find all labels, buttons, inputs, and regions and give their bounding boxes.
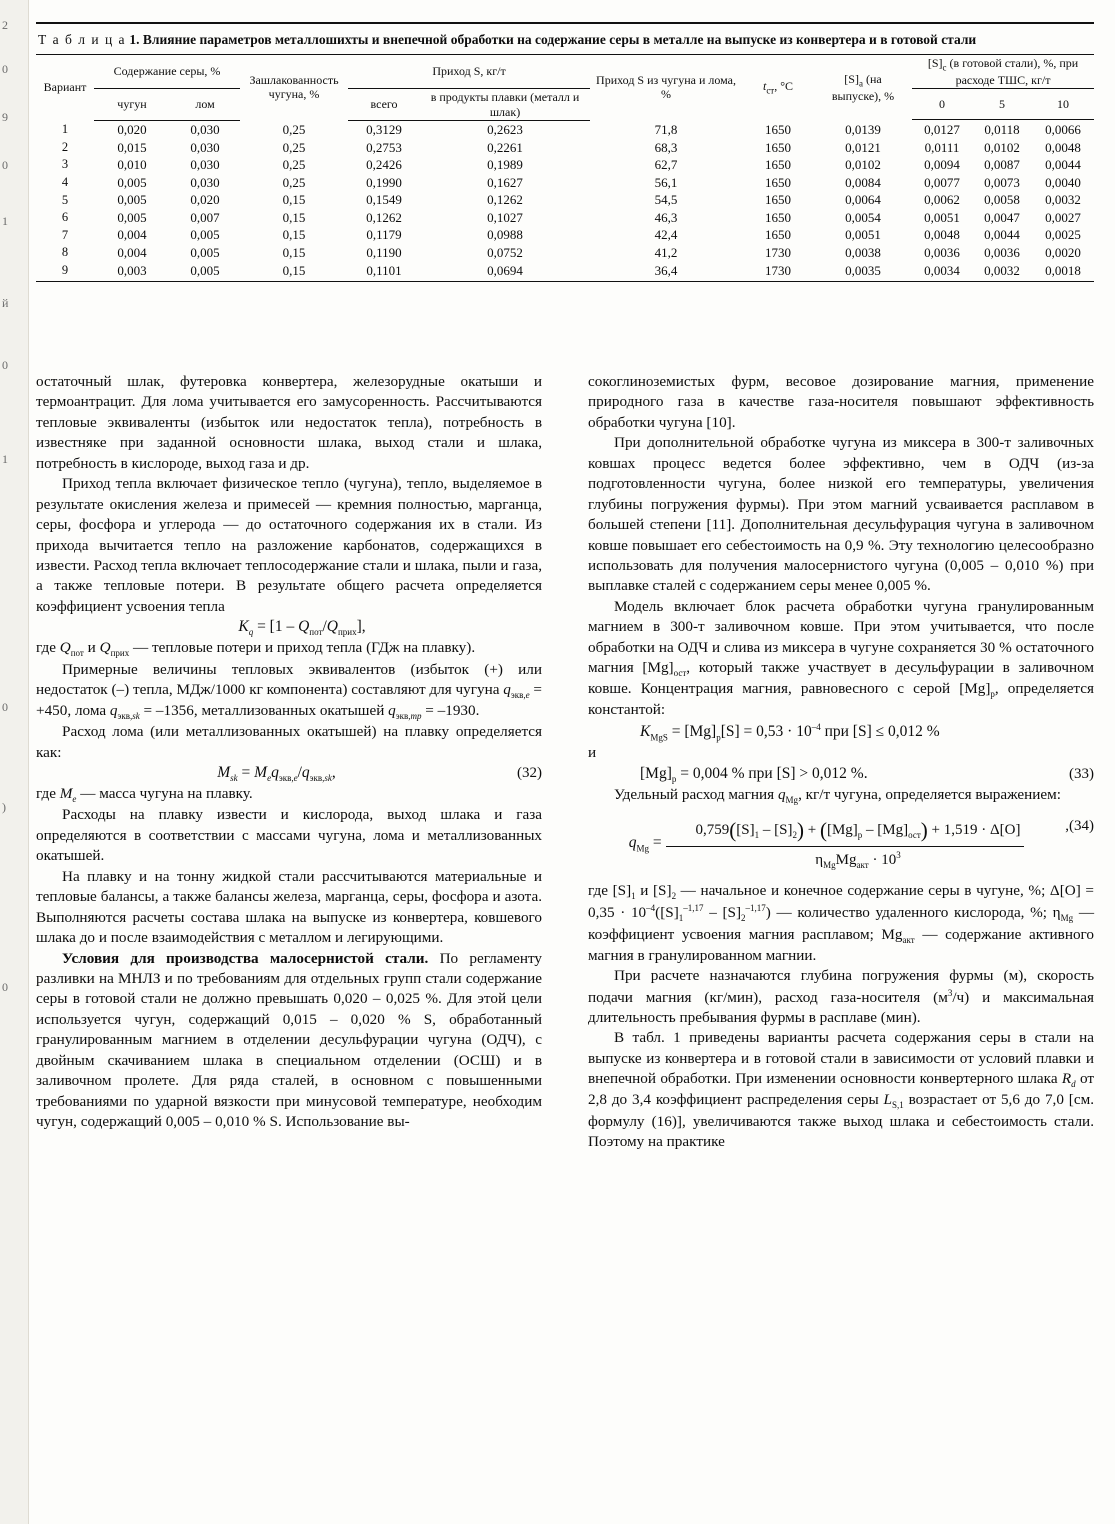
paragraph-text: По регламенту разливки на МНЛЗ и по требованиям для отдельных групп стали содержание серы в готовой стали не должно превышать 0,020 – 0,025 %. Для этой цели используется чугун, содержащий 0,015 – 0,020 % S, обработанный гранулированным магнием в отделении десульфурации чугуна (ОДЧ), с двойным скачиванием шлака в специальном отделении (ОСШ) и в заливочном пролете. Для ряда сталей, в основном с повышенными требованиями по ударной вязкости при минусовой температуре, необходим чугун, содержащий 0,005 – 0,010 % S. Использование вы-	[36, 949, 542, 1130]
paragraph: Удельный расход магния $q_{Mg}$, кг/т чугуна, определяется выражением:	[614, 785, 1061, 805]
cell-c10: 0,0020	[1045, 245, 1081, 261]
equation-number: ,(34)	[1065, 817, 1094, 834]
cell-total: 0,2753	[366, 139, 402, 155]
cell-variant: 1	[61, 121, 69, 136]
cell-total: 0,1990	[366, 174, 402, 190]
cell-variant: 6	[61, 210, 69, 225]
cell-c5: 0,0058	[984, 192, 1020, 208]
cell-pig: 0,005	[117, 192, 147, 208]
header-s-content-group: Содержание серы, %	[94, 54, 240, 89]
left-column	[36, 372, 542, 1132]
paragraph: Модель включает блок расчета обработки чугуна гранулированным магнием в 300-т заливочном ковше. При этом учитывается, что после обработки на ОДЧ и слива из миксера в чугуне сохраняется 30 % остаточного магния $[Mg]_{ост}$, который также участвует в десульфурации в заливочном ковше. Концентрация магния, равновесного с серой $[Mg]_р$, определяется константой:	[588, 597, 1095, 719]
cell-c0: 0,0051	[924, 209, 960, 225]
cell-t: 1650	[765, 139, 792, 155]
paragraph: На плавку и на тонну жидкой стали рассчитываются материальные и тепловые балансы, а также балансы железа, марганца, серы, фосфора и азота. Выполняются расчеты состава шлака на выпуске из конвертера, ковшевого шлака до и после взаимодействия с металлом и легирующими.	[36, 867, 542, 947]
cell-scrap: 0,005	[190, 245, 220, 261]
cell-c10: 0,0032	[1045, 192, 1081, 208]
cell-from-pig: 56,1	[654, 174, 678, 190]
cell-slag: 0,15	[282, 227, 306, 243]
cell-variant: 4	[61, 175, 69, 189]
cell-variant: 9	[61, 262, 69, 277]
table-row	[36, 139, 1094, 157]
edge-mark: 1	[2, 214, 8, 228]
cell-t: 1650	[765, 157, 792, 173]
edge-mark: 0	[2, 700, 8, 714]
cell-products: 0,1989	[487, 157, 523, 173]
equation-34-numerator: $0,759([S]_1 - [S]_2) + ([Mg]_р - [Mg]_{ост}) + 1,519 \cdot \Delta[O]$	[666, 816, 1025, 847]
cell-scrap: 0,030	[190, 121, 220, 137]
cell-c0: 0,0077	[924, 174, 960, 190]
conjunction: и	[588, 744, 597, 762]
cell-products: 0,2261	[487, 139, 523, 155]
cell-from-pig: 41,2	[654, 245, 678, 261]
paragraph: Примерные величины тепловых эквивалентов (избыток (+) или недостаток (–) тепла, МДж/1000 кг компонента) составляют для чугуна $q_{экв,e} = +450$, лома $q_{экв,sk} = -1356$, металлизованных окатышей $q_{экв,mp} = -1930$.	[36, 660, 542, 722]
paragraph: Расходы на плавку извести и кислорода, выход шлака и газа определяются в соответствии с массами чугуна, лома и металлизованных окатышей.	[36, 806, 542, 865]
cell-c10: 0,0044	[1045, 157, 1081, 173]
edge-mark: 0	[2, 358, 8, 372]
header-t-st: $t_{ст}$, °C	[742, 54, 814, 120]
header-s-from-pig-scrap: Приход S из чугуна и лома, %	[590, 54, 742, 120]
cell-pig: 0,004	[117, 245, 147, 261]
table-row	[36, 120, 1094, 138]
edge-mark: 0	[2, 980, 8, 994]
cell-variant: 7	[61, 227, 69, 242]
cell-t: 1730	[765, 245, 792, 261]
table-caption-number: 1.	[129, 32, 140, 47]
cell-from-pig: 68,3	[654, 139, 678, 155]
cell-products: 0,0988	[487, 227, 523, 243]
table-bottom-rule	[36, 281, 1094, 282]
cell-sa: 0,0038	[845, 245, 881, 261]
edge-mark: 1	[2, 452, 8, 466]
table-caption-lead: Т а б л и ц а	[38, 32, 127, 47]
cell-scrap: 0,005	[190, 227, 220, 243]
paragraph: где $M_e$ — масса чугуна на плавку.	[36, 785, 253, 805]
cell-total: 0,3129	[366, 121, 402, 137]
edge-mark: 9	[2, 110, 8, 124]
table-row	[36, 262, 1094, 280]
header-tsh-10: 10	[1032, 89, 1094, 120]
paragraph-conditions	[36, 949, 542, 1133]
equation-34-fraction	[666, 816, 1025, 871]
cell-products: 0,1262	[487, 192, 523, 208]
cell-c0: 0,0111	[924, 139, 960, 155]
cell-from-pig: 36,4	[654, 262, 678, 278]
cell-sa: 0,0139	[845, 121, 881, 137]
paragraph: где $[S]_1$ и $[S]_2$ — начальное и конечное содержание серы в чугуне, %; $\Delta[O] = 0,35 \cdot 10^{-4}([S]_1^{-1,17} - [S]_2^{-1,17})$ — количество удаленного кислорода, %; $\eta_{Mg}$ — коэффициент усвоения магния расплавом; $Mg_{акт}$ — содержание активного магния в гранулированном магнии.	[588, 882, 1095, 964]
edge-mark: )	[2, 800, 6, 814]
cell-slag: 0,15	[282, 209, 306, 225]
cell-slag: 0,15	[282, 262, 306, 278]
cell-pig: 0,010	[117, 157, 147, 173]
header-s-content-pig: чугун	[94, 89, 170, 121]
cell-c10: 0,0025	[1045, 227, 1081, 243]
cell-sa: 0,0084	[845, 174, 881, 190]
edge-mark: 2	[2, 18, 8, 32]
cell-sa: 0,0051	[845, 227, 881, 243]
equation-34-denominator: $\eta_{Mg}Mg_{акт} \cdot 10^3$	[815, 850, 901, 871]
cell-c0: 0,0034	[924, 262, 960, 278]
cell-c10: 0,0066	[1045, 121, 1081, 137]
table-1-block	[36, 22, 1094, 282]
cell-c0: 0,0062	[924, 192, 960, 208]
paragraph: сокоглиноземистых фурм, весовое дозирование магния, применение природного газа в качестве газа-носителя повышают эффективность обработки чугуна [10].	[588, 373, 1094, 431]
header-s-income-group: Приход S, кг/т	[348, 54, 590, 89]
cell-scrap: 0,005	[190, 262, 220, 278]
cell-sa: 0,0102	[845, 157, 881, 173]
equation-34-lhs: q	[628, 834, 637, 852]
cell-c0: 0,0094	[924, 157, 960, 173]
edge-mark: 0	[2, 62, 8, 76]
table-1	[36, 54, 1094, 280]
cell-pig: 0,020	[117, 121, 147, 137]
cell-c10: 0,0040	[1045, 174, 1081, 190]
cell-c10: 0,0027	[1045, 209, 1081, 225]
cell-c5: 0,0036	[984, 245, 1020, 261]
cell-scrap: 0,030	[190, 157, 220, 173]
cell-total: 0,1262	[366, 209, 402, 225]
cell-total: 0,1190	[366, 245, 402, 261]
cell-t: 1650	[765, 209, 792, 225]
cell-c5: 0,0047	[984, 209, 1020, 225]
cell-c5: 0,0102	[984, 139, 1020, 155]
paragraph: При расчете назначаются глубина погружения фурмы (м), скорость подачи магния (кг/мин), расход газа-носителя $(м^3/ч)$ и максимальная длительность пребывания фурмы в расплаве (мин).	[588, 967, 1094, 1027]
cell-t: 1650	[765, 192, 792, 208]
cell-c5: 0,0118	[984, 121, 1020, 137]
cell-pig: 0,005	[117, 209, 147, 225]
paragraph: где $Q_{пот}$ и $Q_{прих}$ — тепловые потери и приход тепла (ГДж на плавку).	[36, 639, 476, 659]
cell-products: 0,1627	[487, 174, 523, 190]
cell-variant: 5	[61, 192, 69, 207]
table-row	[36, 226, 1094, 244]
cell-from-pig: 71,8	[654, 121, 678, 137]
table-row	[36, 156, 1094, 174]
cell-t: 1730	[765, 262, 792, 278]
cell-total: 0,1101	[366, 262, 402, 278]
table-body	[36, 120, 1094, 279]
paragraph: В табл. 1 приведены варианты расчета содержания серы в стали на выпуске из конвертера и в готовой стали в зависимости от условий плавки и внепечной обработки. При изменении основности конвертерного шлака $R_d$ от 2,8 до 3,4 коэффициент распределения серы $L_{S,1}$ возрастает от 5,6 до 7,0 [см. формулу (16)], увеличиваются также выход шлака и себестоимость стали. Поэтому на практике	[588, 1029, 1094, 1151]
cell-pig: 0,005	[117, 174, 147, 190]
equation-msk: (32) $M_{sk} = M_eq_{экв,e}/q_{экв,sk}$,	[217, 764, 542, 784]
cell-total: 0,2426	[366, 157, 402, 173]
cell-t: 1650	[765, 227, 792, 243]
cell-t: 1650	[765, 174, 792, 190]
cell-c5: 0,0032	[984, 262, 1020, 278]
cell-t: 1650	[765, 121, 792, 137]
cell-products: 0,0752	[487, 245, 523, 261]
cell-scrap: 0,030	[190, 174, 220, 190]
paragraph: Приход тепла включает физическое тепло (чугуна), тепло, выделяемое в результате окисления железа и примесей — кремния полностью, марганца, серы, фосфора и углерода — до остаточного содержания их в стали. Из прихода вычитается тепло на разложение карбонатов, содержащихся в извести. Расход тепла включает теплосодержание стали и шлака, пыли и газа, а также тепловые потери. В результате общего расчета определяется коэффициент усвоения тепла	[36, 475, 542, 615]
cell-slag: 0,25	[282, 174, 306, 190]
header-variant: Вариант	[36, 54, 94, 120]
header-slagging: Зашлакованность чугуна, %	[240, 54, 348, 120]
equation-34: ,(34) $q_{Mg}$ = $\frac{0,759([S]_1 - [S]_2) + ([Mg]_р - [Mg]_{ост}) + 1,519 \cdot \Delta[O]}{\eta_{Mg}Mg_{акт} \cdot 10^3}$	[628, 817, 1094, 871]
cell-slag: 0,25	[282, 139, 306, 155]
header-tsh-5: 5	[972, 89, 1032, 120]
table-caption	[36, 24, 1094, 54]
cell-products: 0,1027	[487, 209, 523, 225]
cell-scrap: 0,020	[190, 192, 220, 208]
paragraph: Расход лома (или металлизованных окатышей) на плавку определяется как:	[36, 723, 542, 761]
cell-slag: 0,25	[282, 157, 306, 173]
cell-scrap: 0,030	[190, 139, 220, 155]
table-row	[36, 174, 1094, 192]
run-in-heading: Условия для производства малосернистой стали.	[62, 949, 429, 967]
cell-slag: 0,15	[282, 192, 306, 208]
equation-kmgs: $K_{MgS} = [Mg]_р[S] = 0,53 \cdot 10^{-4}$ при [S] ≤ 0,012 %	[640, 721, 940, 743]
header-tsh-0: 0	[912, 89, 972, 120]
equation-mg: (33) $[Mg]_р = 0,004$ % при [S] > 0,012 %.	[640, 764, 1094, 784]
cell-scrap: 0,007	[190, 209, 220, 225]
edge-mark: й	[2, 296, 9, 310]
cell-total: 0,1549	[366, 192, 402, 208]
table-caption-text: Влияние параметров металлошихты и внепечной обработки на содержание серы в металле на выпуске из конвертера и в готовой стали	[142, 32, 977, 47]
scan-edge-artifact	[0, 0, 29, 1524]
cell-total: 0,1179	[366, 227, 402, 243]
header-s-income-total: всего	[348, 89, 420, 121]
cell-c0: 0,0036	[924, 245, 960, 261]
cell-c10: 0,0048	[1045, 139, 1081, 155]
right-column	[588, 372, 1094, 1152]
equation-kq: $K_q = [1 - Q_{пот}/Q_{прих}]$,	[238, 618, 366, 638]
equation-number: (33)	[1069, 765, 1094, 782]
cell-from-pig: 54,5	[654, 192, 678, 208]
cell-from-pig: 62,7	[654, 157, 678, 173]
edge-mark: 0	[2, 158, 8, 172]
cell-sa: 0,0064	[845, 192, 881, 208]
cell-from-pig: 42,4	[654, 227, 678, 243]
header-s-income-products: в продукты плавки (металл и шлак)	[420, 89, 590, 121]
cell-pig: 0,004	[117, 227, 147, 243]
cell-products: 0,2623	[487, 121, 523, 137]
cell-c5: 0,0073	[984, 174, 1020, 190]
cell-variant: 2	[61, 139, 69, 154]
cell-sa: 0,0054	[845, 209, 881, 225]
body-columns	[36, 372, 1094, 1512]
table-row	[36, 209, 1094, 227]
cell-variant: 8	[61, 245, 69, 260]
paragraph: остаточный шлак, футеровка конвертера, железорудные окатыши и термоантрацит. Для лома учитывается его замусоренность. Рассчитываются тепловые эквиваленты (избыток или недостаток тепла), потребность в известняке при заданной основности шлака, выход стали и шлака, потребность в кислороде, выход газа и др.	[36, 373, 542, 472]
cell-c0: 0,0127	[924, 121, 960, 137]
table-row	[36, 244, 1094, 262]
cell-slag: 0,15	[282, 245, 306, 261]
cell-pig: 0,015	[117, 139, 147, 155]
cell-slag: 0,25	[282, 121, 306, 137]
cell-variant: 3	[61, 157, 69, 172]
cell-c5: 0,0087	[984, 157, 1020, 173]
cell-products: 0,0694	[487, 262, 523, 278]
equation-number: (32)	[517, 765, 542, 782]
cell-from-pig: 46,3	[654, 209, 678, 225]
cell-sa: 0,0121	[845, 139, 881, 155]
cell-c10: 0,0018	[1045, 262, 1081, 278]
paragraph: При дополнительной обработке чугуна из миксера в 300-т заливочных ковшах процесс ведется более эффективно, чем в ОДЧ (из-за подготовленности чугуна, более низкой его температуры, увеличения глубины погружения фурмы). При этом магний усваивается расплавом в большей степени [11]. Дополнительная десульфурация чугуна в заливочном ковше повышает его себестоимость на 0,9 %. Эту технологию целесообразно использовать для получения малосернистого чугуна (0,005 – 0,010 %) при выплавке сталей с содержанием серы менее 0,005 %.	[588, 434, 1094, 595]
header-s-a: $[S]_а$ (на выпуске), %	[814, 54, 912, 120]
header-s-content-scrap: лом	[170, 89, 240, 121]
cell-c5: 0,0044	[984, 227, 1020, 243]
cell-sa: 0,0035	[845, 262, 881, 278]
cell-c0: 0,0048	[924, 227, 960, 243]
cell-pig: 0,003	[117, 262, 147, 278]
header-s-c-group: $[S]_с$ (в готовой стали), %, при расходе ТШС, кг/т	[912, 54, 1094, 89]
table-row	[36, 191, 1094, 209]
